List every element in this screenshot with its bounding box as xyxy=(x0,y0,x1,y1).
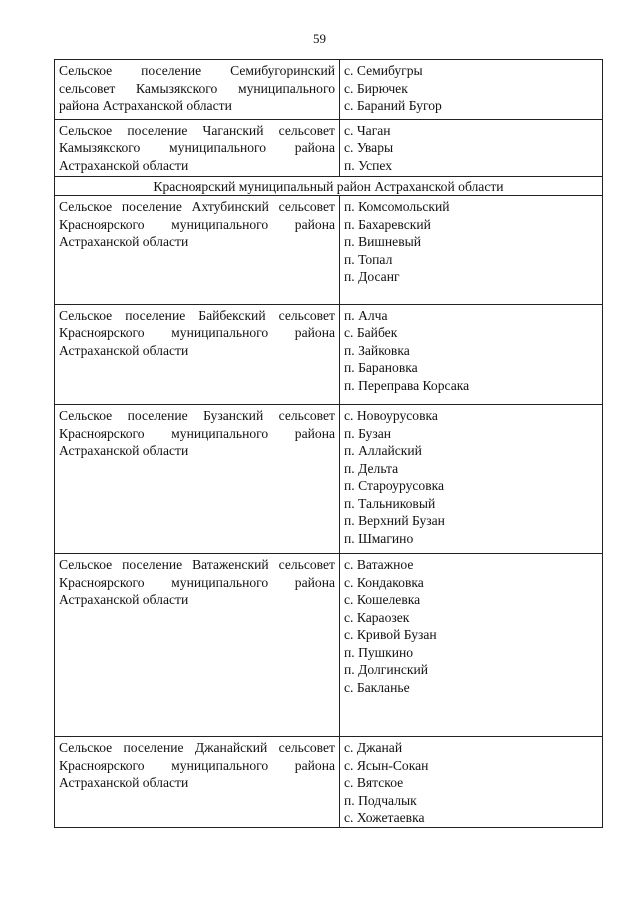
settlement-item: с. Байбек xyxy=(344,325,398,340)
municipality-name-cell: Сельское поселение Чаганский сельсовет Камызякского муниципального района Астраханской области xyxy=(55,119,340,177)
municipality-name-cell: Сельское поселение Ватаженский сельсовет Красноярского муниципального района Астраханской области xyxy=(55,554,340,737)
settlements-table-body xyxy=(55,60,603,828)
settlement-item: с. Кошелевка xyxy=(344,592,421,607)
table-row xyxy=(55,405,603,554)
settlements-cell xyxy=(340,405,603,554)
settlements-cell xyxy=(340,554,603,737)
settlement-item: п. Бузан xyxy=(344,425,392,441)
municipality-name-cell: Сельское поселение Семибугоринский сельсовет Камызякского муниципального района Астраханской области xyxy=(55,60,340,120)
settlement-item: с. Бирючек xyxy=(344,80,408,96)
table-row xyxy=(55,60,603,120)
settlement-item: п. Переправа Корсака xyxy=(344,377,470,393)
settlement-item: с. Вятское xyxy=(344,775,404,790)
settlement-item: п. Успех xyxy=(344,157,393,173)
municipality-name-cell: Сельское поселение Ахтубинский сельсовет Красноярского муниципального района Астраханской области xyxy=(55,196,340,305)
district-header-row xyxy=(55,177,603,196)
settlement-item: п. Барановка xyxy=(344,360,418,375)
settlements-table xyxy=(54,59,603,828)
settlement-item: п. Топал xyxy=(344,251,393,267)
table-row xyxy=(55,119,603,177)
settlement-item: п. Дельта xyxy=(344,460,399,476)
table-row xyxy=(55,196,603,305)
settlement-item: п. Вишневый xyxy=(344,234,422,249)
settlement-item: п. Верхний Бузан xyxy=(344,513,445,528)
settlement-item: п. Бахаревский xyxy=(344,216,431,232)
settlement-item: п. Староурусовка xyxy=(344,478,445,493)
table-row xyxy=(55,737,603,828)
municipality-name-cell: Сельское поселение Байбекский сельсовет Красноярского муниципального района Астраханской области xyxy=(55,304,340,405)
settlement-item: п. Аллайский xyxy=(344,443,422,458)
settlement-item: с. Ясын-Сокан xyxy=(344,757,429,773)
settlement-item: п. Подчалык xyxy=(344,792,417,808)
settlement-item: с. Бакланье xyxy=(344,679,410,695)
table-row xyxy=(55,304,603,405)
settlement-item: п. Комсомольский xyxy=(344,199,450,214)
settlements-cell xyxy=(340,737,603,828)
settlement-item: с. Чаган xyxy=(344,122,391,138)
settlement-item: п. Пушкино xyxy=(344,644,414,660)
settlements-cell xyxy=(340,304,603,405)
table-row xyxy=(55,554,603,737)
page-number: 59 xyxy=(313,31,326,46)
settlement-item: с. Бараний Бугор xyxy=(344,98,442,113)
settlement-item: п. Долгинский xyxy=(344,662,429,677)
settlement-item: п. Зайковка xyxy=(344,342,410,358)
municipality-name-cell: Сельское поселение Бузанский сельсовет Красноярского муниципального района Астраханской области xyxy=(55,405,340,554)
settlement-item: с. Новоурусовка xyxy=(344,408,438,423)
settlements-cell xyxy=(340,196,603,305)
settlement-item: с. Увары xyxy=(344,140,394,155)
settlement-item: с. Хожетаевка xyxy=(344,810,425,825)
settlement-item: п. Алча xyxy=(344,307,388,323)
settlement-item: п. Шмагино xyxy=(344,530,414,546)
settlement-item: с. Семибугры xyxy=(344,63,423,78)
settlement-item: с. Джанай xyxy=(344,740,403,755)
settlement-item: п. Досанг xyxy=(344,269,400,284)
settlement-item: с. Ватажное xyxy=(344,557,414,572)
settlement-item: п. Тальниковый xyxy=(344,495,436,511)
settlement-item: с. Караозек xyxy=(344,609,410,625)
district-header: Красноярский муниципальный район Астраханской области xyxy=(55,177,603,196)
municipality-name-cell: Сельское поселение Джанайский сельсовет Красноярского муниципального района Астраханской области xyxy=(55,737,340,828)
settlements-cell xyxy=(340,119,603,177)
settlement-item: с. Кондаковка xyxy=(344,574,424,590)
settlement-item: с. Кривой Бузан xyxy=(344,627,437,642)
settlements-cell xyxy=(340,60,603,120)
